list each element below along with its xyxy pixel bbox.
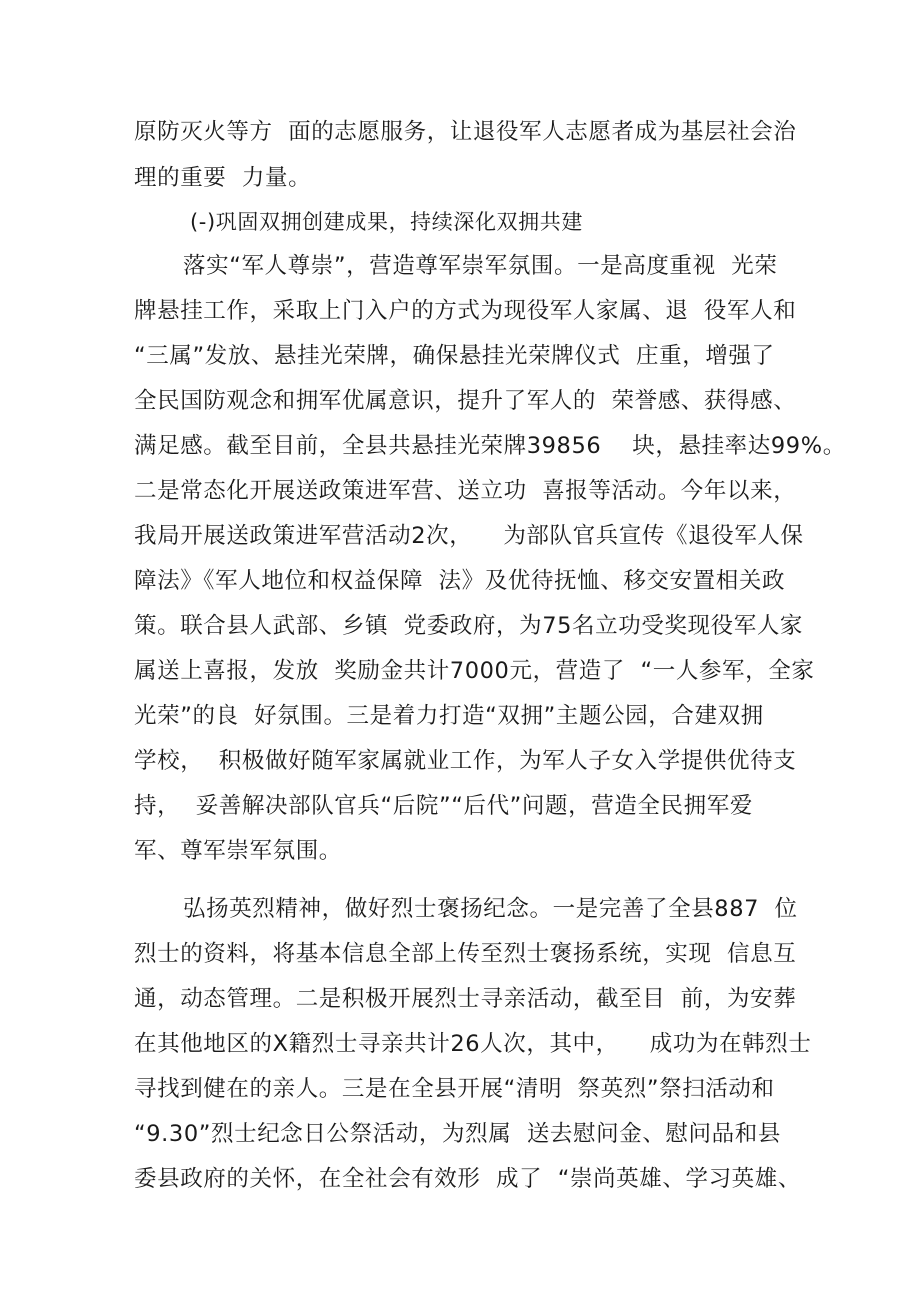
text-line: 牌悬挂工作，采取上门入户的方式为现役军人家属、退 役军人和 [134,298,797,324]
text-line: 通，动态管理。二是积极开展烈士寻亲活动，截至目 前，为安葬 [134,986,797,1012]
text-line: 二是常态化开展送政策进军营、送立功 喜报等活动。今年以来， [134,478,797,504]
text-line: 我局开展送政策进军营活动2次， 为部队官兵宣传《退役军人保 [134,523,804,549]
text-line: 障法》《军人地位和权益保障 法》及优待抚恤、移交安置相关政 [134,568,786,594]
text-line: 原防灭火等方 面的志愿服务，让退役军人志愿者成为基层社会治 [134,119,797,145]
text-line: 理的重要 力量。 [134,165,312,191]
text-line: 委县政府的关怀，在全社会有效形 成了 “崇尚英雄、学习英雄、 [134,1166,801,1192]
text-line: 满足感。截至目前，全县共悬挂光荣牌39856 块，悬挂率达99%。 [134,433,846,459]
text-line: “三属”发放、悬挂光荣牌，确保悬挂光荣牌仪式 庄重，增强了 [134,343,775,369]
paragraph-first-line: 落实“军人尊崇”，营造尊军崇军氛围。一是高度重视 光荣 [183,253,778,279]
text-line: “9.30”烈士纪念日公祭活动，为烈属 送去慰问金、慰问品和县 [134,1121,781,1147]
text-line: 全民国防观念和拥军优属意识，提升了军人的 荣誉感、获得感、 [134,388,797,414]
text-line: 光荣”的良 好氛围。三是着力打造“双拥”主题公园，合建双拥 [134,703,764,729]
paragraph-first-line: 弘扬英烈精神，做好烈士褒扬纪念。一是完善了全县887 位 [183,896,798,922]
text-line: 持， 妥善解决部队官兵“后院”“后代”问题，营造全民拥军爱 [134,793,753,819]
text-line: 策。联合县人武部、乡镇 党委政府，为75名立功受奖现役军人家 [134,613,804,639]
text-line: 属送上喜报，发放 奖励金共计7000元，营造了 “一人参军，全家 [134,658,815,684]
section-heading: (-)巩固双拥创建成果，持续深化双拥共建 [190,210,583,234]
text-line: 在其他地区的X籍烈士寻亲共计26人次，其中， 成功为在韩烈士 [134,1031,812,1057]
text-line: 寻找到健在的亲人。三是在全县开展“清明 祭英烈”祭扫活动和 [134,1076,775,1102]
text-line: 军、尊军崇军氛围。 [134,838,342,864]
text-line: 学校， 积极做好随军家属就业工作，为军人子女入学提供优待支 [134,748,797,774]
text-line: 烈士的资料，将基本信息全部上传至烈士褒扬系统，实现 信息互 [134,941,797,967]
